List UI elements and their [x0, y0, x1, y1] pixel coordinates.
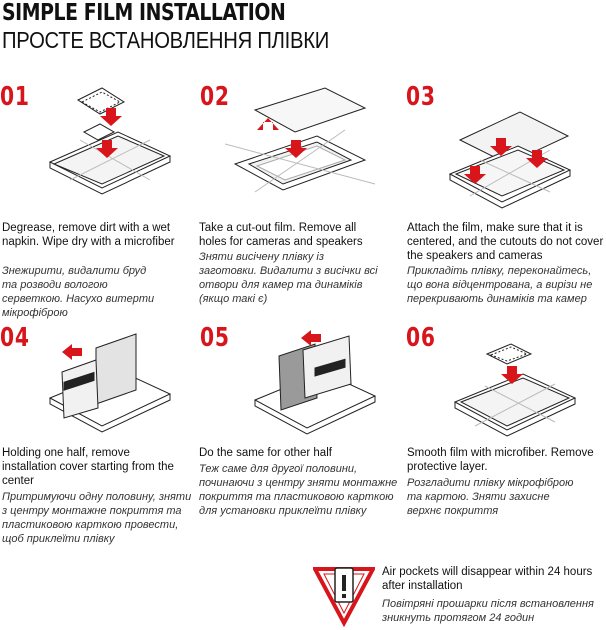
warning-en: Air pockets will disappear within 24 hours after installation: [382, 566, 593, 592]
step-ua: Зняти висічену плівку із заготовки. Видалити з висічки всі отвори для камер та динаміків (якщо такі є): [199, 251, 378, 305]
step-number: 05: [200, 323, 230, 353]
step-ua: Теж саме для другої половини, починаючи з центру зняти монтажне покриття та пластиковою карткою для установки приклеїти плівку: [199, 463, 398, 517]
other-half-peel-icon: [245, 330, 405, 440]
step-number: 04: [0, 323, 30, 353]
title-en: SIMPLE FILM INSTALLATION: [2, 0, 286, 26]
step-ua: Знежирити, видалити бруд та розводи вологою серветкою. Насухо витерти мікрофіброю: [2, 265, 155, 319]
step-number: 01: [0, 82, 30, 112]
warning-ua: Повітряні прошарки після встановлення зникнуть протягом 24 годин: [382, 598, 594, 624]
step-ua: Прикладіть плівку, переконайтесь, що вона відцентрована, а вирізи не перекривають динаміків та камер: [407, 265, 593, 305]
half-peel-icon: [40, 330, 200, 440]
step-en: Do the same for other half: [199, 447, 332, 459]
step-number: 03: [406, 82, 436, 112]
step-en: Smooth film with microfiber. Remove protective layer.: [407, 447, 594, 473]
step-number: 02: [200, 82, 230, 112]
film-cutout-icon: [225, 80, 385, 210]
warning-triangle-icon: [313, 565, 375, 627]
step-ua: Притримуючи одну половину, зняти з центру монтажне покриття та пластиковою карткою провести, щоб приклеїти плівку: [2, 491, 192, 545]
step-en: Attach the film, make sure that it is centered, and the cutouts do not cover the speakers and cameras: [407, 222, 604, 262]
smooth-film-icon: [445, 330, 605, 440]
step-ua: Розгладити плівку мікрофіброю та картою. Зняти захисне верхнє покриття: [407, 477, 574, 517]
step-en: Degrease, remove dirt with a wet napkin. Wipe dry with a microfiber: [2, 222, 175, 248]
film-attach-icon: [440, 80, 605, 210]
microfiber-cleaning-icon: [40, 80, 200, 210]
step-en: Holding one half, remove installation cover starting from the center: [2, 447, 174, 487]
step-number: 06: [406, 323, 436, 353]
step-en: Take a cut-out film. Remove all holes for cameras and speakers: [199, 222, 363, 248]
title-ua: ПРОСТЕ ВСТАНОВЛЕННЯ ПЛІВКИ: [2, 27, 330, 53]
